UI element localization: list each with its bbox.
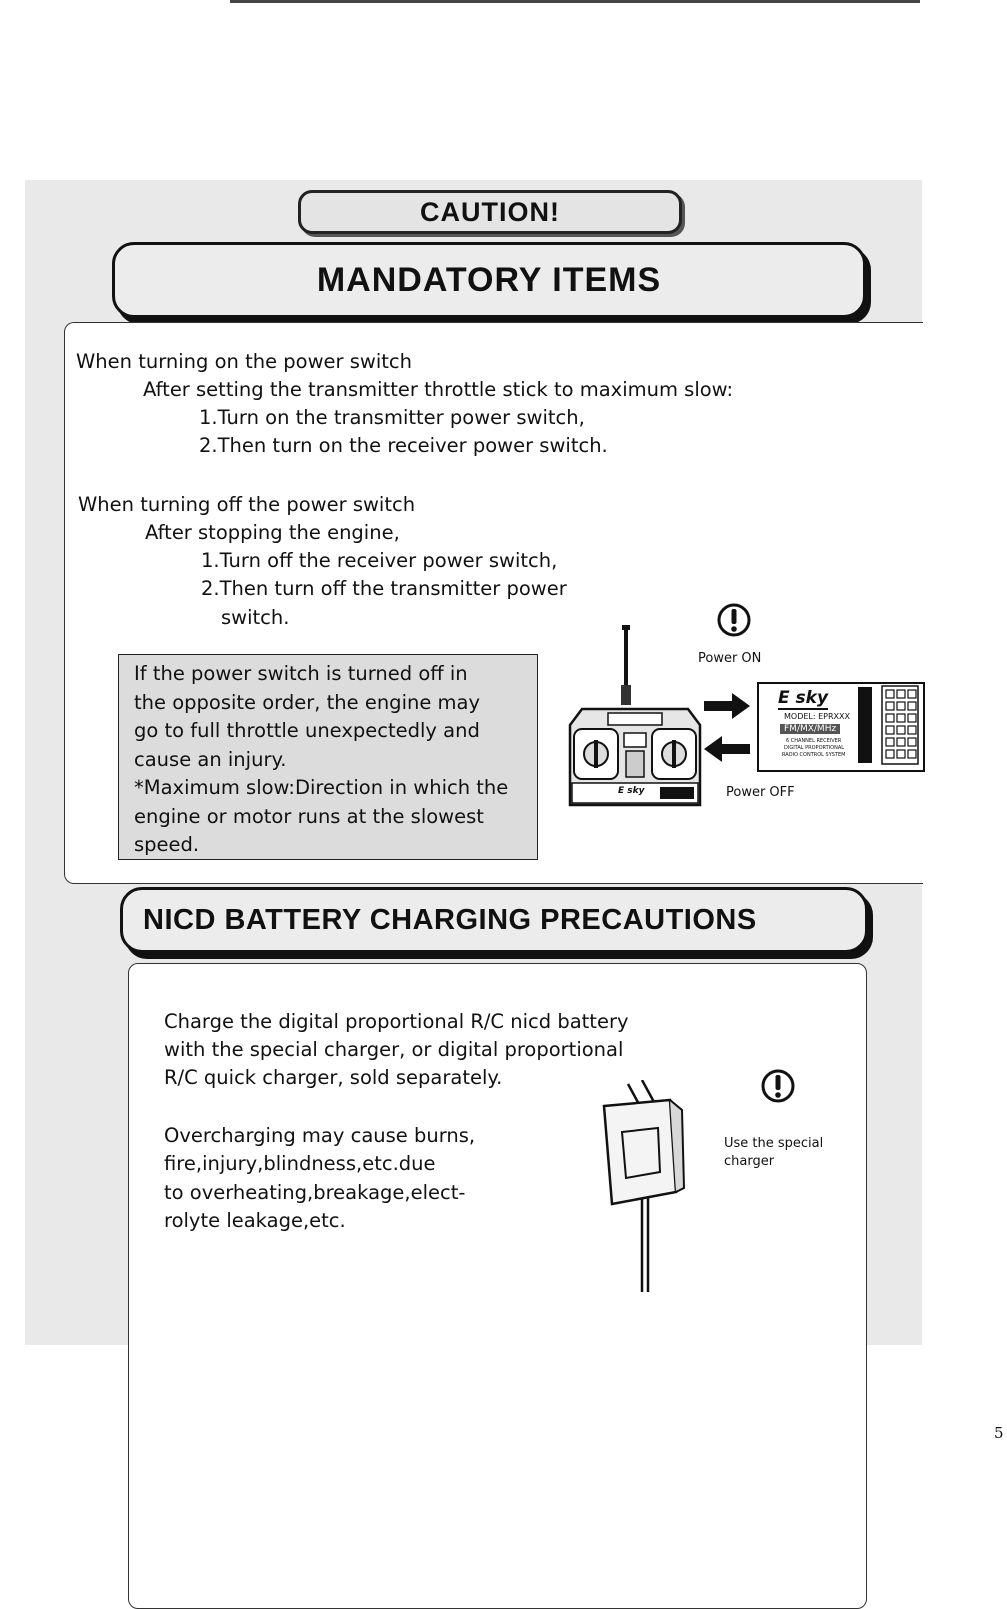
attention-icon [760,1066,796,1106]
charger-illustration [592,1080,702,1295]
warning-line: cause an injury. [134,748,287,771]
warning-line: speed. [134,833,200,856]
receiver-model: MODEL: EPRXXX [784,712,850,721]
power-on-intro: After setting the transmitter throttle stick to maximum slow: [143,378,734,401]
page-top-margin [25,0,922,180]
power-off-intro: After stopping the engine, [145,521,400,544]
attention-icon [716,600,752,640]
caution-label: CAUTION! [298,190,682,234]
scan-edge-line [230,0,920,3]
power-on-step-2: 2.Then turn on the receiver power switch. [199,434,608,457]
receiver-desc: RADIO CONTROL SYSTEM [782,752,846,758]
transmitter-brand: E sky [618,786,645,796]
arrow-right-icon [702,692,752,720]
power-on-heading: When turning on the power switch [76,350,412,373]
power-off-step-1: 1.Turn off the receiver power switch, [201,549,558,572]
overcharging-warning-line: Overcharging may cause burns, [164,1124,476,1147]
receiver-desc: 6 CHANNEL RECEIVER [786,738,842,744]
power-off-step-2a: 2.Then turn off the transmitter power [201,577,567,600]
power-on-label: Power ON [698,651,762,666]
charging-instruction-line: Charge the digital proportional R/C nicd battery [164,1010,629,1033]
power-off-step-2b: switch. [221,606,290,629]
overcharging-warning-line: to overheating,breakage,elect- [164,1181,466,1204]
warning-line: the opposite order, the engine may [134,691,481,714]
power-off-label: Power OFF [726,785,795,800]
arrow-left-icon [702,735,752,763]
power-on-step-1: 1.Turn on the transmitter power switch, [199,406,585,429]
overcharging-warning-line: rolyte leakage,etc. [164,1209,346,1232]
warning-line: *Maximum slow:Direction in which the [134,776,509,799]
warning-line: go to full throttle unexpectedly and [134,719,480,742]
warning-line: If the power switch is turned off in [134,662,468,685]
charging-instruction-line: with the special charger, or digital proportional [164,1038,624,1061]
warning-line: engine or motor runs at the slowest [134,805,484,828]
mandatory-items-title: MANDATORY ITEMS [112,242,866,318]
charging-instruction-line: R/C quick charger, sold separately. [164,1066,503,1089]
receiver-brand: E sky [778,688,829,708]
receiver-desc: DIGITAL PROPORTIONAL [784,745,845,751]
page-number: 5 [994,1424,1004,1442]
receiver-band: FM/MX/MHz [780,724,840,734]
overcharging-warning-line: fire,injury,blindness,etc.due [164,1152,436,1175]
charger-label: Use the special [724,1136,824,1151]
receiver-connector-pins [856,684,920,766]
charger-label: charger [724,1154,775,1169]
power-off-heading: When turning off the power switch [78,493,416,516]
nicd-charging-title: NICD BATTERY CHARGING PRECAUTIONS [120,887,868,953]
